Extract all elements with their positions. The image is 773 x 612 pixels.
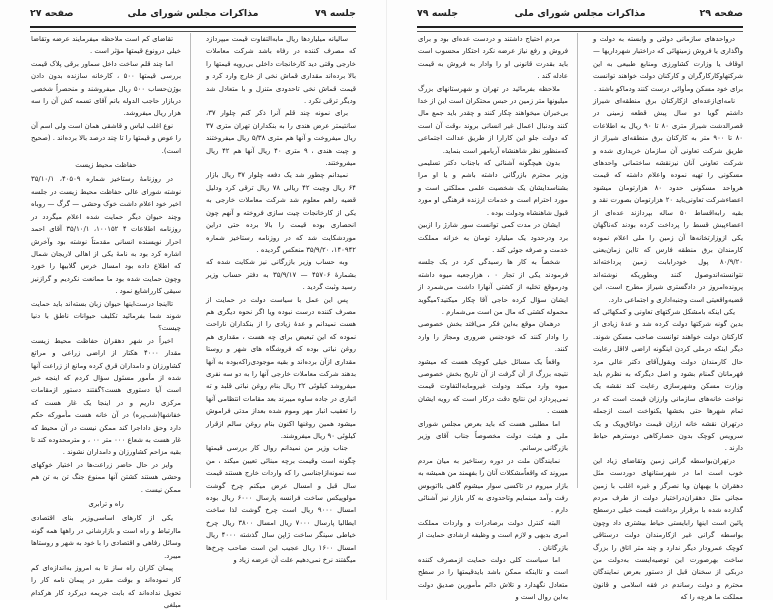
paragraph: ملاحظه بفرمائید در تهران و شهرستانهای بزرگ میلیونها متر زمین در حبس محتکران است این از خدا بی‌خبران میخواهند چکار کنند و چقدر باید جمع مال کنند ودنبال اعمال غیر انسانی بروند ،وقت آن است که دولت جلو این کارارا از طریق عدالت اجتماعی که‌منظور نظر شاهنشاه آریامهر است بنماید.	[418, 84, 568, 155]
page-header	[30, 8, 356, 24]
paragraph: نمیدانم چطور شد یک دفعه چلوار ۳۷ ریال بازار ۶۴ ریال وچیت ۴۲ ریالی ۷۸ ریال ترقی کرد ودلیل قضیه راهم معلوم شد شرکت معاملات خارجی به یکی از کارخانجات چیت سازی فروخته و آنهم چون انحصاری بوده قیمت را بالا برده حتی دراین موردشکایت شد که در روزنامه رستاخیز شماره ۱۴۰۹۴۲، ۳۵/۹/۲۰ منعکس گردیده .	[206, 171, 356, 254]
paragraph: نوع اغلب لباس و قاشقی همان است ولی اسم آن را عوض و قیمتها را تا چند درصد بالا برده‌اند . (صحیح است).	[31, 121, 181, 155]
paragraph: مردم احتیاج داشتند و دردست عده‌ای بود و برای فروش و رفع نیاز عرضه نکرد احتکار محسوب است باید بقدرت قانونی او را وادار به فروش به قیمت عادله کند .	[418, 35, 568, 81]
right-page	[387, 0, 773, 600]
page-title: مذاکرات مجلس شورای ملی	[514, 8, 646, 19]
column-right	[593, 33, 743, 604]
page-header	[417, 8, 743, 24]
paragraph: تقاضای کم است ملاحظه میفرمایند عرضه وتقاضا خیلی درونوع قیمتها مؤثر است .	[31, 35, 181, 56]
paragraph: نمایندگان ملت در دوره رستاخیز به میان مردم میروند که واقعاًمشکلات آنان را بفهمند من همیشه به بازار میروم در تاکسی سوار میشوم گاهی بااتوبوس رفت وآمد مینمایم وتاحدودی به کار بازار نیز آشنائی دارم .	[418, 456, 568, 515]
section-heading: حفاظت محیط زیست	[75, 161, 137, 170]
paragraph: اما چند قلم ساخت داخل سماور برقی پلاک قیمت بررسی قیمتها ۵۰۰ ، کارخانه سازنده بدون دادن بوژن‌حساب ۵۰۰ ریال میفروشند و منحصراً شخصی دربازار حاجب الدوله بانم آقای تسمه کش آن را سه هزار ریال میفروشد.	[31, 59, 181, 118]
paragraph: اما مطلبی هست که باید بعرض مجلس شورای ملی و هیئت دولت مخصوصاً جناب آقای وزیر بازرگانی برسانم.	[418, 419, 568, 453]
paragraph: وبه حساب وزیر بازرگانی نیز شکایت شده که بشمارهٔ ۴۵۷۰۶ — ۳۵/۹/۱۷ به دفتر حساب وزیر رسید وثبت گردید .	[206, 258, 356, 292]
header-rule	[30, 26, 356, 32]
paragraph: پیمان کاران راه ساز تا به امروز به‌اندازه‌ای کم کار نموده‌اند و بوقت مقرر در پیمان نامه کار را تحویل نداده‌اند که بابت جریمه دیرکرد کار هرکدام مبلغی	[31, 564, 181, 610]
section-heading: راه و ترابری	[88, 500, 124, 509]
paragraph: اما سیاست کلی دولت حمایت ازمصرف کننده است و تااینکه ممکن باشد بایدقیمتها را در سطح متعادل نگهدارد و تلاش دائم مأمورین صدیق دولت به‌این روال است و	[418, 556, 568, 602]
header-rule	[417, 26, 743, 32]
paragraph: شخصاً به کار ها رسیدگی کرد در یک جلسه فرمودند یکی از تجار ۰ ، هزارجعبه میوه داشته ودرموقع تخلیه از کشتی آنهارا داشت می‌شمرد از ایشان سؤال کرده حاجی آقا چکار میکنید؟میگوید محموله کشتی که مال من است می‌شمارم .	[418, 258, 568, 316]
paragraph: درهمان موقع به‌این فکر می‌افتد بخش خصوصی را وادار کنند که خودجنس ضروری ومجاز را وارد کنند.	[418, 320, 568, 354]
column-left	[418, 33, 568, 604]
paragraph: پس این عمل با سیاست دولت در حمایت از مصرف کننده درست نبوده ویا اگر نحوه دیگری هم هست نمیدانم و عدهٔ زیادی را از بنکداران ناراحت نموده که این تبعیض برای چه هست ، مقداری هم روغن نباتی بوده که فروشگاه های شهر و روستا مقداری ازآن برده‌اند و بقیه موجودی‌راکه‌بوده به آنها بدهند شرکت معاملات خارجی آنها را به دو سه نفری میفروشد کیلوئی ۲۲ ریال بنام روغن نباتی قلبد و ته انباری در جاده ساوه میبرند بعد مقامات انتظامی آنها را تعقیب انبار مهر وموم شده بعداز مدتی فراموش میشود همین روغنها اکنون بنام روغن سالم ازقرار کیلوئی ۹۰ ریال میفروشند.	[206, 295, 356, 440]
column-right	[206, 33, 356, 566]
paragraph: تااینجا درست‌اینها حیوان زبان بسته‌اند باید حمایت شوند شما بفرمائید تکلیف حیوانات ناطق با دنیا چیست؟	[31, 299, 181, 333]
page-number: صفحه ۲۹	[699, 8, 743, 19]
page-number: صفحه ۲۷	[30, 8, 74, 19]
paragraph: برای نمونه چند قلم آنرا ذکر کنم چلوار ۳۷، سانتیمتر عرض هندی را به بنکداران تهران متری ۳۷ ریال میفروخت و آنها هم متری ۵/۳۸ ریال میفروختند و چیت هندی ، ۹ متری ۴۰ ریال آنها هم ۴۲ ریال میفروختند.	[206, 109, 356, 168]
column-left	[31, 33, 181, 612]
paragraph: یکی از کارهای اساسی‌وزیر بنای اقتصادی ماارتباط و راه است و بازارشانی در راهها همه گونه وسائل رفاهی و اقتصادی را با خود به شهر و روستاها میبرد.	[31, 514, 181, 560]
paragraph: اخیراً در شهر دهقران حفاظت محیط زیست مقدار ۴۰۰۰ هکتار از اراضی زراعی و مراتع کشاورزان و دامداران قرق کرده ومانع از زراعت آنها شده از مأمور مسئول سؤال کردم که اینجه خبر است آیا دستوری هست؟گفتند دستور ازمقامات مرکزی داریم و در اینجا یک غار هست که خفاشها(شب‌پره) در آن خانه هست مأمورکه حکم دارد وحق داداجرا کند ممکن نیست در آن محیط که غار هست به شعاع ۰۰۰ متر ۰۰ ، و مترمحدوده کند تا بقیه مزاحم کشاورزان و دامداران نشوند .	[31, 336, 181, 457]
page-title: مذاکرات مجلس شورای ملی	[127, 8, 259, 19]
paragraph: واقعاً یک مسائل خیلی کوچک هست که میشود نتیجه بزرگ از آن گرفت از آن تاریخ بخش خصوصی میوه وارد میکند ودولت غیرومابه‌التفاوت قیمت نمی‌پردازد این نتایج دقت درکار است که رویه ایشان هست .	[418, 357, 568, 416]
paragraph: در روزنامهٔ رستاخیز شماره ۴۰۵۰۹، ۳۵/۱۰/۱ نوشته شورای عالی حفاظت محیط زیست در جلسه اخیر خود اعلام داشت خوک وحشی — گرگ — روباه وچند حیوان دیگر حمایت شده اعلام میگردد در روزنامه اطلاعات ۴ ۱۰۰۱۵۲، ۳۵/۱۰/۱ آقای احمد احرار نویسنده انسانی مقدمتاً نوشته بود وآخرش اشاره کرد بود به نامهٔ یکی از اهالی لاریجان شمال که اطلاع داده بود امسال خرس گلابیها را خورد وچون حمایت شده بود ما ممانعت نکردیم و گرازنیز سیقی کارراشایع نمود .	[31, 175, 181, 296]
column-divider	[190, 33, 191, 488]
paragraph: سالیانه میلیاردها ریال مابه‌التفاوت قیمت میپردازد که مصرف کننده در رفاه باشد شرکت معاملات خارجی وقتی دید کارخانجات داخلی بی‌رویه قیمتها را بالا برده‌اند مقداری قماش نخی از خارج وارد کرد و قیمت قماش نخی تاحدودی متنزل و با متعادل شد ودیگر ترقی نکرد .	[206, 35, 356, 106]
paragraph: جناب وزیر من نمیدانم روال کار بررسی قیمتها چگونه است وقیمت برچه مبنائی تعیین میکند ، من سه نمونه‌ازاجناسی را که واردات خارج هستند قیمت سال قبل و امسال عرض میکنم چرخ گوشت مولوپیکس ساخت فرانسه پارسال ۶۰۰۰ ریال بوده امسال ۹۰۰۰ ریال است چرخ گوشت لذا ساخت ایطالیا پارسال ۷۰۰۰ ریال امسال ۳۸۰۰ ریال چرخ خیاطی سینگر ساخت ژاپن سال گذشته ۴۰۰۰ ریال امسال ۱۶۰۰ ریال عجیب این است صاحب چرخ‌ها میگفتند نرخ نمی‌دهیم علت آن عرضه زیاد و	[206, 444, 357, 565]
paragraph: درواحدهای سازمانی دولتی و وابسته به دولت و واگذاری یا فروش زمینهائی که دراختیار شهرداریها — اوقاف یا وزارت کشاورزی ومنابع طبیعی به این شرکتهاوکارکارگران و کارکنان دولت خواهند توانست برای خود مسکن ومأوائی درست کنند ودماکو باشند .	[593, 35, 743, 93]
paragraph: ایشان در مدت کمی توانست سور شارژ را ازبین برد ودرحدود یک میلیارد تومان به خزانه مملکت خدمت و صرفه جوئی کند .	[418, 221, 568, 254]
paragraph: نامه‌ای‌ازعده‌ای ازکارکنان برق منطقه‌ای شیراز داشتم گویا دو سال پیش قطعه زمینی در قصرالدشت شیراز متری ۸۰ تا ۹۰ ریال به اطلاعات ۸۰ تا ۹۰۰ متر به کارکنان برق منطقه‌ای شیراز از طریق شرکت تعاونی آن سازمان خریداری شده و شرکت تعاونی آنان نیزنقشه ساختمانی واحدهای مسکونی را تهیه نموده واعلام داشته که قیمت هرواحد مسکونی حدود ۸۰ هزارتومان میشود اعضاءشرکت تعاونی‌باید ۲۰ هزارتومان بصورت نقد و بقیه رابه‌اقساط ۵۰ ساله بپردازند عده‌ای از اعضاءپیش قسط را پرداخت کرده بودند که‌ناگهان یکی ازوزارتخانه‌ها آن زمین را ملی اعلام نموده کارمندان برق منطقه فارس که تااین زمان‌یعنی ۸۰/۹/۲۰ پول خودرابابت زمین پرداخته‌اند نتوانسته‌اندوصول کنند وبطوریکه نوشته‌اند پرونده‌امروز در دادگستری شیراز مطرح است، این قضیه‌واقعیتی است وجنبه‌اداری و اجتماعی دارد.	[593, 97, 744, 304]
session-label: جلسه ۷۹	[314, 8, 356, 19]
paragraph: البته کنترل دولت برصادرات و واردات مملکت امری بدیهی و لازم است و وظیفه ارشادی حمایت از بازرگانان .	[418, 518, 568, 552]
column-divider	[577, 33, 578, 488]
paragraph: وایز در حال حاضر زراعت‌ها در اختیار خوکهای وحشی هستند کشتن آنها ممنوع جنگ تن به تن هم ممکن نیست .	[31, 460, 181, 494]
left-page	[0, 0, 386, 610]
session-label: جلسه ۷۹	[417, 8, 459, 19]
paragraph: بدون هیچگونه آشنائی که باجناب دکتر تسلیمی وزیر محترم بازرگانی داشته باشم و یا او مرا بشناسدایشان یک شخصیت علمی مملکتی است و مورد احترام است و خدمات ارزنده فرهنگی او مورد قبول شاهنشاه ودولت بوده .	[418, 159, 568, 217]
paragraph: یکی اینکه بامشکل شرکتهای تعاونی و کمکهائی که بدین گونه شرکتها دولت کرده شد و عدهٔ زیادی از کارکنان دولت خواهند توانست صاحب مسکن شوند. دیگر اینکه درملی کردن اینگونه اراضی لااقل رعایت حال کارمندان دولت ویقول‌آقای دکتر عالی مرد فهرمانان گمنام بشود و اصل دیگرکه به نظرم باید وزارت مسکن وشهرسازی رعایت کند نقشه یک نواخت خانه‌های سازمانی وارزان قیمت است که در تمام شهرها حتی بخشها یکنواخت است ازجمله درتهران نقشه خانه ارزان قیمت دواتاق‌ویک و یک سرویس کوچک بدون حصارکاهی دوسترهم حیاط دارند .	[593, 307, 743, 453]
paragraph: درتهران‌بواسطه گرانی زمین وتقاضای زیاد این خوب است اما در شهرستانهای دوردست مثل دهقران با بهبهان ویا نصرگز و غیره اغلب با زمین مجانی مثل دهقران‌دراختیار دولت از طرف مردم گذارده شده با برقرار برداشت قیمت خیلی درسطح پائین است اینها رابایستی حیاط بیشتری داد وچون بواسطه گرانی غیر ازکارمندان دولت درستاقی کوچک عمرودار دیگر ندارد و چند متر اتاق را بزرگ ساخت بهرصورت این توصیه‌ایست به‌دولت من دربکی از سخنان قبل از دستور بعرض نمایندگان محترم و دولت رساندم در فقه اسلامی و قانون مملکت ما هرچه را که	[593, 456, 743, 602]
